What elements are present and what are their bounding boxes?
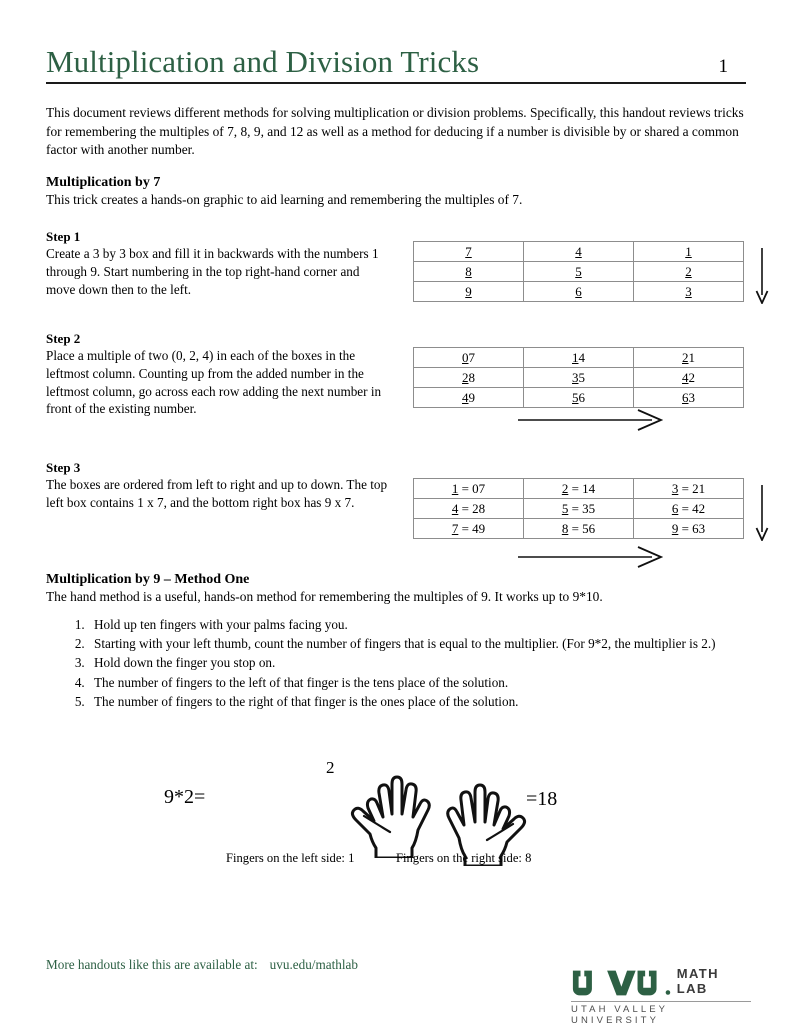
- list-item: 1. Hold up ten fingers with your palms facing you.: [88, 616, 746, 635]
- cell-underlined-digit: 3: [671, 480, 679, 496]
- table-cell: [634, 499, 744, 519]
- table-cell: [524, 262, 634, 282]
- logo-math-lab-text: MATH LAB: [676, 966, 719, 996]
- table-cell: [634, 368, 744, 388]
- table-cell: [524, 242, 634, 262]
- arrow-right-icon: [518, 409, 663, 431]
- cell-rest-text: = 49: [458, 520, 486, 536]
- cell-rest-text: 3: [688, 389, 695, 405]
- logo-university-text: UTAH VALLEY UNIVERSITY: [571, 1004, 668, 1026]
- caption-right-fingers: Fingers on the right side: 8: [396, 851, 532, 865]
- table-row: [414, 519, 744, 539]
- list-item: 2. Starting with your left thumb, count the number of fingers that is equal to the multiplier. (For 9*2, the multiplier is 2.): [88, 635, 746, 654]
- table-cell: [414, 282, 524, 302]
- document-header: [46, 46, 746, 84]
- uvu-math-lab-logo: [571, 966, 751, 1026]
- cell-rest-text: 1: [688, 349, 695, 365]
- arrow-right-icon: [518, 546, 663, 568]
- cell-underlined-digit: 8: [561, 520, 569, 536]
- cell-underlined-digit: 4: [462, 389, 469, 405]
- table-cell: [524, 368, 634, 388]
- table-cell: [634, 479, 744, 499]
- table-row: [414, 499, 744, 519]
- step-1-block: [46, 229, 406, 298]
- cell-rest-text: = 63: [678, 520, 706, 536]
- table-cell: [524, 388, 634, 408]
- table-cell: [414, 388, 524, 408]
- table-cell: [414, 479, 524, 499]
- cell-rest-text: = 42: [678, 500, 706, 516]
- table-row: [414, 242, 744, 262]
- cell-underlined-digit: 0: [462, 349, 469, 365]
- cell-rest-text: = 35: [568, 500, 596, 516]
- cell-underlined-digit: 9: [465, 283, 472, 299]
- footer-url[interactable]: uvu.edu/mathlab: [269, 957, 358, 972]
- cell-underlined-digit: 7: [465, 243, 472, 259]
- table-cell: [414, 519, 524, 539]
- table-cell: [634, 348, 744, 368]
- cell-underlined-digit: 1: [685, 243, 692, 259]
- table-cell: [524, 519, 634, 539]
- cell-underlined-digit: 5: [572, 389, 579, 405]
- step-2-body: Place a multiple of two (0, 2, 4) in each of the boxes in the leftmost column. Counting up from the added number in the leftmost column, go across each row adding the next number in front of the existing number.: [46, 348, 382, 417]
- step-2-label: Step 2: [46, 331, 81, 346]
- cell-underlined-digit: 2: [561, 480, 569, 496]
- table-row: [414, 262, 744, 282]
- step-2-grid: [413, 347, 744, 408]
- step-1-grid: [413, 241, 744, 302]
- cell-underlined-digit: 4: [682, 369, 689, 385]
- cell-rest-text: 6: [578, 389, 585, 405]
- left-hand-icon: [346, 770, 438, 858]
- cell-underlined-digit: 4: [451, 500, 459, 516]
- cell-rest-text: 9: [468, 389, 475, 405]
- cell-rest-text: 5: [578, 369, 585, 385]
- table-cell: [634, 519, 744, 539]
- section-multiplication-by-7: [46, 175, 746, 209]
- cell-underlined-digit: 3: [572, 369, 579, 385]
- list-item: 4. The number of fingers to the left of that finger is the tens place of the solution.: [88, 674, 746, 693]
- table-cell: [524, 348, 634, 368]
- step-3-grid: [413, 478, 744, 539]
- cell-underlined-digit: 5: [575, 263, 582, 279]
- method-steps-list: [46, 616, 746, 712]
- page-number: 1: [718, 56, 728, 77]
- cell-rest-text: 8: [468, 369, 475, 385]
- example-result: =18: [526, 788, 558, 810]
- table-cell: [634, 262, 744, 282]
- cell-rest-text: = 28: [458, 500, 486, 516]
- cell-rest-text: 7: [468, 349, 475, 365]
- cell-rest-text: = 56: [568, 520, 596, 536]
- table-cell: [524, 282, 634, 302]
- arrow-down-icon: [752, 485, 772, 541]
- example-expression: 9*2=: [164, 786, 206, 808]
- table-cell: [414, 348, 524, 368]
- section-heading-m9: Multiplication by 9 – Method One: [46, 572, 250, 587]
- step-1-body: Create a 3 by 3 box and fill it in backwards with the numbers 1 through 9. Start numbering in the top right-hand corner and move down then to the left.: [46, 246, 379, 297]
- cell-underlined-digit: 4: [575, 243, 582, 259]
- cell-underlined-digit: 7: [451, 520, 459, 536]
- list-item: 5. The number of fingers to the right of that finger is the ones place of the solution.: [88, 693, 746, 712]
- cell-rest-text: 2: [688, 369, 695, 385]
- cell-underlined-digit: 1: [572, 349, 579, 365]
- list-item: 3. Hold down the finger you stop on.: [88, 654, 746, 673]
- cell-underlined-digit: 2: [685, 263, 692, 279]
- footer-note: [46, 957, 358, 973]
- hands-illustration: [46, 756, 746, 876]
- footer-note-text: More handouts like this are available at:: [46, 957, 258, 972]
- table-row: [414, 368, 744, 388]
- cell-underlined-digit: 3: [685, 283, 692, 299]
- cell-underlined-digit: 2: [462, 369, 469, 385]
- table-cell: [524, 479, 634, 499]
- cell-underlined-digit: 6: [671, 500, 679, 516]
- section-subtitle-m9: The hand method is a useful, hands-on method for remembering the multiples of 9. It works up to 9*10.: [46, 589, 603, 604]
- cell-underlined-digit: 8: [465, 263, 472, 279]
- table-row: [414, 282, 744, 302]
- section-multiplication-by-9: [46, 572, 746, 606]
- cell-rest-text: = 14: [568, 480, 596, 496]
- finger-marker-label: 2: [326, 758, 335, 777]
- section-subtitle-m7: This trick creates a hands-on graphic to aid learning and remembering the multiples of 7.: [46, 192, 523, 207]
- caption-left-fingers: Fingers on the left side: 1: [226, 851, 355, 865]
- cell-underlined-digit: 2: [682, 349, 689, 365]
- table-cell: [414, 262, 524, 282]
- table-cell: [634, 282, 744, 302]
- cell-underlined-digit: 1: [451, 480, 459, 496]
- step-2-block: [46, 331, 406, 418]
- table-row: [414, 479, 744, 499]
- table-cell: [634, 242, 744, 262]
- table-row: [414, 348, 744, 368]
- cell-rest-text: = 07: [458, 480, 486, 496]
- step-3-body: The boxes are ordered from left to right and up to down. The top left box contains 1 x 7, and the bottom right box has 9 x 7.: [46, 477, 388, 510]
- table-cell: [414, 242, 524, 262]
- page-title: Multiplication and Division Tricks: [46, 44, 480, 79]
- section-heading-m7: Multiplication by 7: [46, 175, 161, 190]
- uvu-logo-icon: [571, 968, 672, 998]
- step-3-block: [46, 460, 406, 512]
- header-divider: [46, 82, 746, 84]
- table-row: [414, 388, 744, 408]
- cell-underlined-digit: 6: [575, 283, 582, 299]
- table-cell: [414, 368, 524, 388]
- cell-underlined-digit: 5: [561, 500, 569, 516]
- table-cell: [414, 499, 524, 519]
- cell-underlined-digit: 9: [671, 520, 679, 536]
- cell-rest-text: = 21: [678, 480, 706, 496]
- table-cell: [634, 388, 744, 408]
- table-cell: [524, 499, 634, 519]
- step-1-label: Step 1: [46, 229, 81, 244]
- arrow-down-icon: [752, 248, 772, 304]
- cell-underlined-digit: 6: [682, 389, 689, 405]
- intro-paragraph: This document reviews different methods for solving multiplication or division problems. Specifically, this handout reviews tricks for remembering the multiples of 7, 8, 9, and 12 as well as a method for deducing if a number is divisible by or shared a common factor with another number.: [46, 105, 744, 157]
- step-3-label: Step 3: [46, 460, 81, 475]
- cell-rest-text: 4: [578, 349, 585, 365]
